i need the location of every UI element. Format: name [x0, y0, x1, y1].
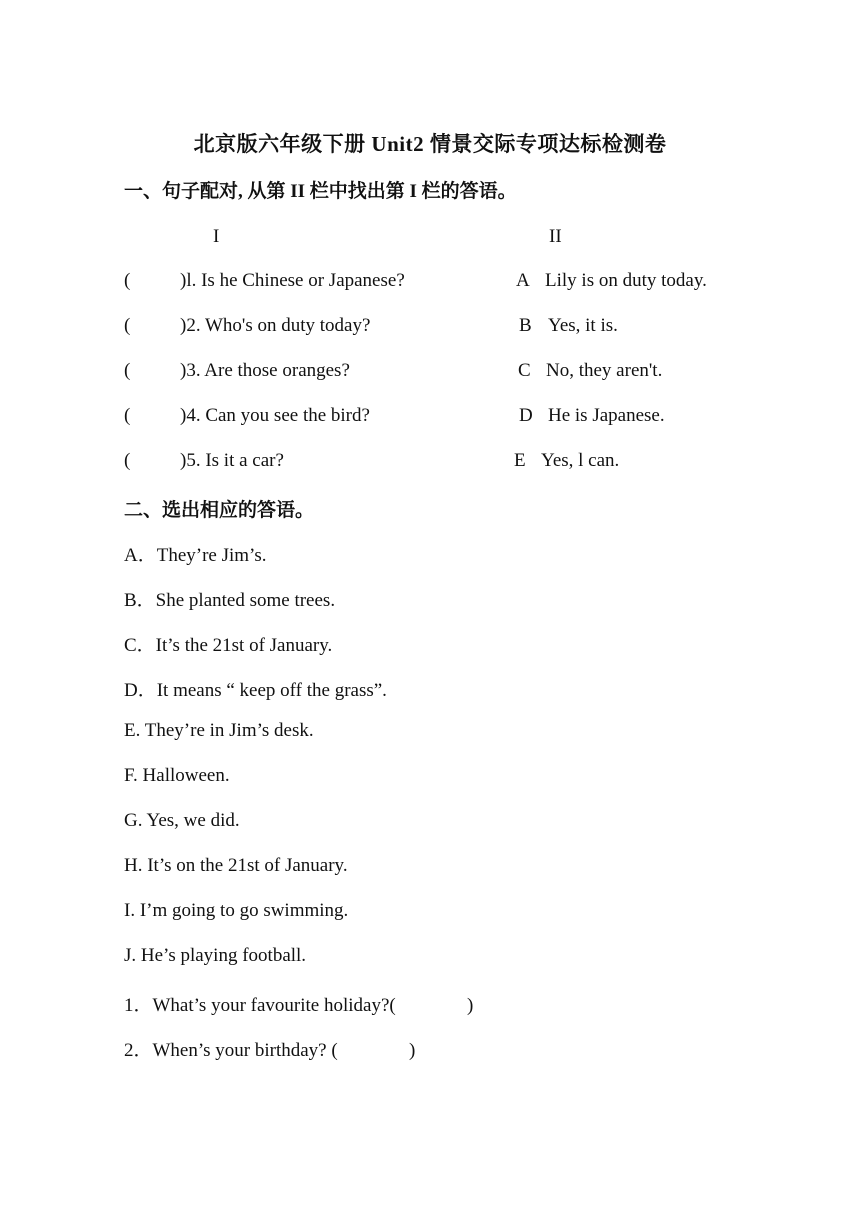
matching-row	[124, 360, 764, 388]
matching-row	[124, 270, 764, 298]
option-letter: C	[518, 360, 531, 381]
question-text: )5. Is it a car?	[180, 450, 284, 471]
option-letter: B	[519, 315, 532, 336]
option-line: I. I’m going to go swimming.	[124, 900, 349, 921]
option-line: A．They’re Jim’s.	[124, 545, 267, 566]
matching-row	[124, 405, 764, 433]
answer-text: No, they aren't.	[546, 360, 663, 381]
answer-blank[interactable]: (	[124, 405, 131, 426]
question-text: )l. Is he Chinese or Japanese?	[180, 270, 405, 291]
option-line: J. He’s playing football.	[124, 945, 307, 966]
answer-text: Lily is on duty today.	[545, 270, 707, 291]
option-letter: A	[516, 270, 530, 291]
answer-text: Yes, it is.	[548, 315, 618, 336]
option-line: D．It means “ keep off the grass”.	[124, 680, 387, 701]
question-text: )2. Who's on duty today?	[180, 315, 371, 336]
option-letter: E	[514, 450, 526, 471]
section1-heading: 一、句子配对, 从第 II 栏中找出第 I 栏的答语。	[124, 181, 517, 202]
column-ii-header: II	[549, 226, 562, 247]
option-line: E. They’re in Jim’s desk.	[124, 720, 314, 741]
section2-heading: 二、选出相应的答语。	[124, 500, 315, 521]
answer-text: He is Japanese.	[548, 405, 665, 426]
answer-text: Yes, l can.	[541, 450, 620, 471]
question-line: 2．When’s your birthday? ( )	[124, 1040, 416, 1061]
question-text: )4. Can you see the bird?	[180, 405, 370, 426]
option-line: F. Halloween.	[124, 765, 230, 786]
answer-blank[interactable]: (	[124, 315, 131, 336]
answer-blank[interactable]: (	[124, 270, 131, 291]
question-text: )3. Are those oranges?	[180, 360, 350, 381]
answer-blank[interactable]: (	[124, 450, 131, 471]
question-line: 1．What’s your favourite holiday?( )	[124, 995, 474, 1016]
column-i-header: I	[213, 226, 220, 247]
option-line: C．It’s the 21st of January.	[124, 635, 333, 656]
matching-row	[124, 450, 764, 478]
answer-blank[interactable]: (	[124, 360, 131, 381]
option-line: B．She planted some trees.	[124, 590, 336, 611]
option-letter: D	[519, 405, 533, 426]
page-title: 北京版六年级下册 Unit2 情景交际专项达标检测卷	[193, 132, 667, 156]
option-line: H. It’s on the 21st of January.	[124, 855, 348, 876]
matching-row	[124, 315, 764, 343]
option-line: G. Yes, we did.	[124, 810, 240, 831]
